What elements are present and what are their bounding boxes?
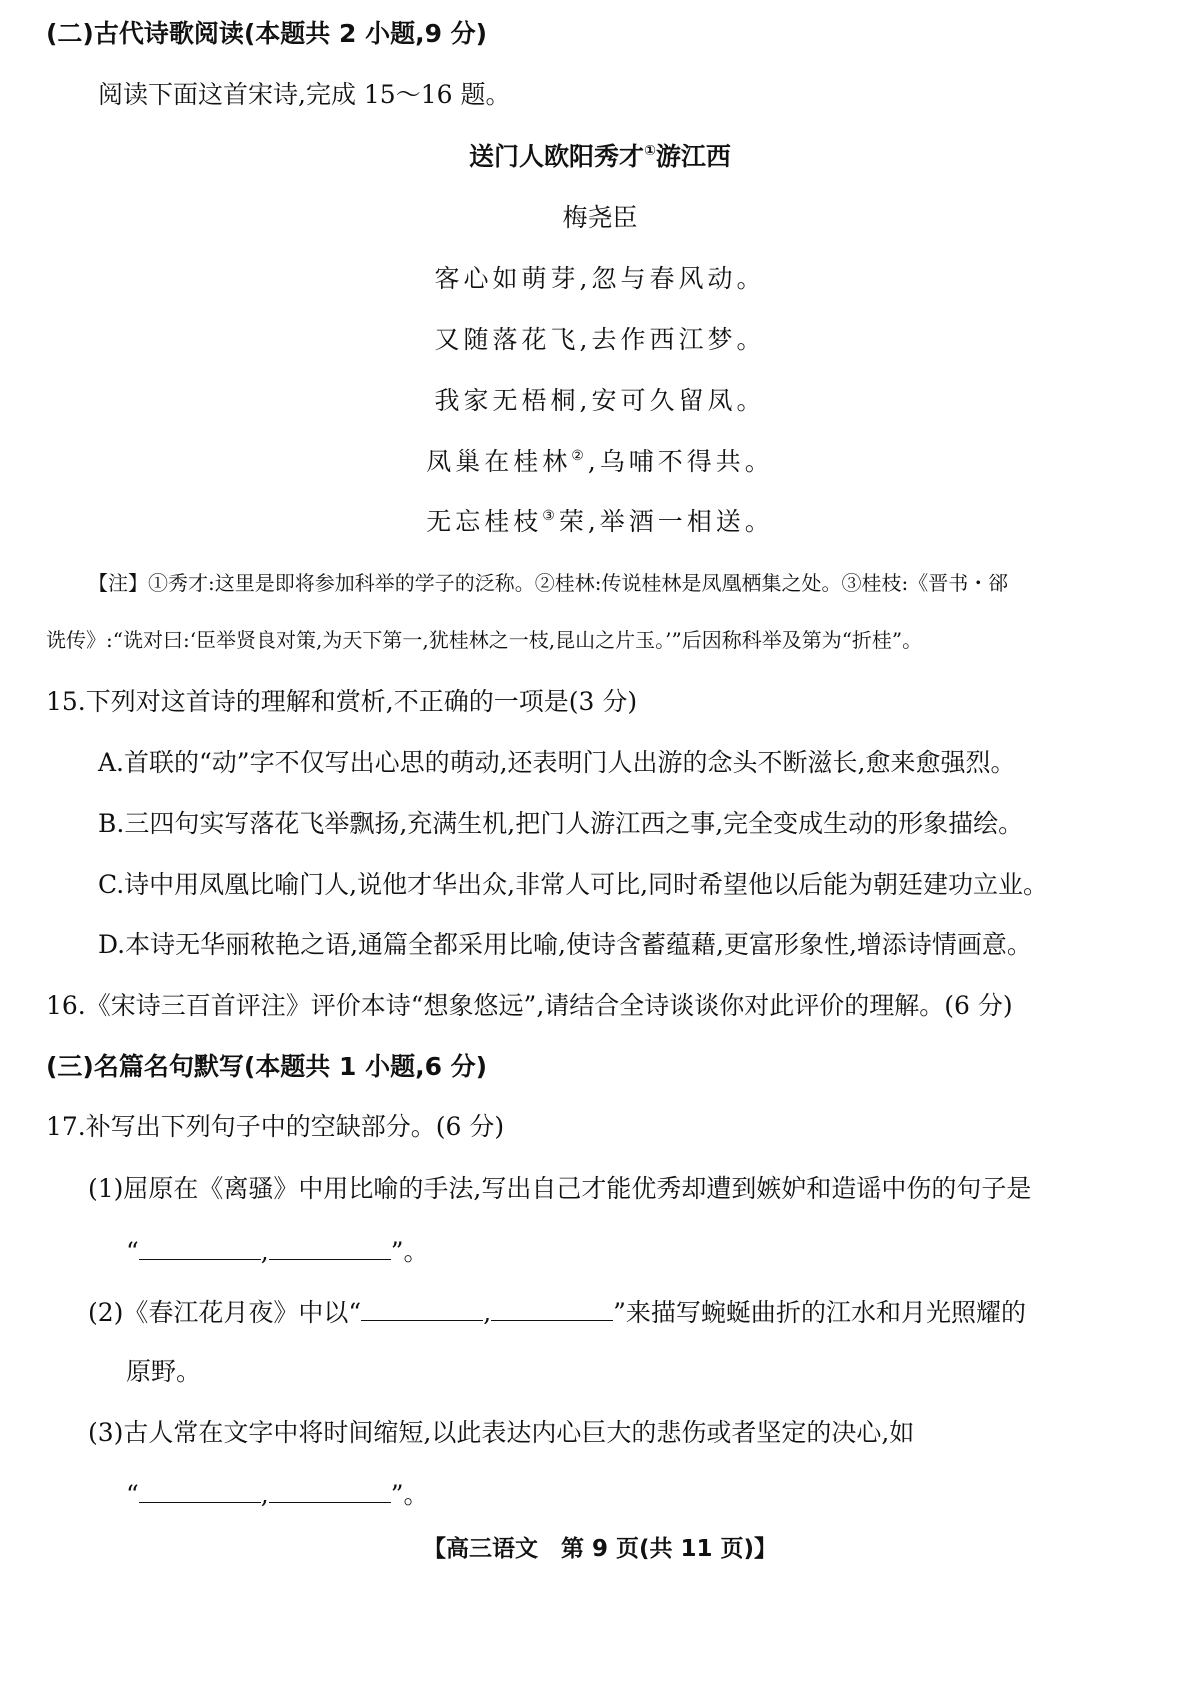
footnote-marker-1: ① bbox=[644, 143, 656, 159]
poem-title-tail: 游江西 bbox=[655, 142, 731, 171]
poem-line-5-a: 无忘桂枝 bbox=[426, 507, 543, 536]
question-15-option-b: B.三四句实写落花飞举飘扬,充满生机,把门人游江西之事,完全变成生动的形象描绘。 bbox=[98, 809, 1024, 838]
poem-line-4-b: ,乌哺不得共。 bbox=[587, 447, 774, 476]
question-15-option-a: A.首联的“动”字不仅写出心思的萌动,还表明门人出游的念头不断滋长,愈来愈强烈。 bbox=[98, 748, 1016, 777]
poem-line-5-b: 荣,举酒一相送。 bbox=[558, 507, 774, 536]
footnote-marker-2: ② bbox=[571, 448, 588, 464]
instruction-text: 阅读下面这首宋诗,完成 15～16 题。 bbox=[98, 80, 511, 109]
footnote-marker-3: ③ bbox=[542, 508, 559, 524]
open-quote: “ bbox=[126, 1237, 139, 1266]
question-17-part-1-blanks bbox=[126, 1237, 429, 1264]
part-2-tail: ”来描写蜿蜒曲折的江水和月光照耀的 bbox=[613, 1298, 1026, 1327]
answer-blank-6[interactable] bbox=[269, 1480, 391, 1503]
comma: , bbox=[260, 1480, 269, 1509]
comma: , bbox=[483, 1298, 492, 1327]
comma: , bbox=[260, 1237, 269, 1266]
answer-blank-5[interactable] bbox=[139, 1480, 261, 1503]
question-17-part-3-blanks bbox=[126, 1480, 429, 1507]
answer-blank-4[interactable] bbox=[491, 1298, 613, 1321]
poem-author: 梅尧臣 bbox=[562, 203, 638, 232]
question-15-option-c: C.诗中用凤凰比喻门人,说他才华出众,非常人可比,同时希望他以后能为朝廷建功立业。 bbox=[98, 870, 1049, 899]
poem-line-4-a: 凤巢在桂林 bbox=[426, 447, 572, 476]
poem-title bbox=[0, 144, 1200, 169]
question-15-option-d: D.本诗无华丽秾艳之语,通篇全都采用比喻,使诗含蓄蕴藉,更富形象性,增添诗情画意。 bbox=[98, 930, 1032, 959]
answer-blank-2[interactable] bbox=[269, 1237, 391, 1260]
answer-blank-1[interactable] bbox=[139, 1237, 261, 1260]
close-quote: ”。 bbox=[390, 1480, 429, 1509]
poem-line-3: 我家无梧桐,安可久留凤。 bbox=[434, 386, 766, 415]
poem-line-1: 客心如萌芽,忽与春风动。 bbox=[434, 264, 766, 293]
part-2-lead: (2)《春江花月夜》中以“ bbox=[88, 1298, 362, 1327]
answer-blank-3[interactable] bbox=[361, 1298, 483, 1321]
notes-line-2: 诜传》:“诜对曰:‘臣举贤良对策,为天下第一,犹桂林之一枝,昆山之片玉。’”后因称科举及第为“折桂”。 bbox=[46, 628, 923, 652]
section-heading-recitation: (三)名篇名句默写(本题共 1 小题,6 分) bbox=[46, 1052, 488, 1081]
question-17-part-2-line-2: 原野。 bbox=[126, 1357, 202, 1386]
question-17-stem: 17.补写出下列句子中的空缺部分。(6 分) bbox=[46, 1112, 505, 1141]
question-17-part-3: (3)古人常在文字中将时间缩短,以此表达内心巨大的悲伤或者坚定的决心,如 bbox=[88, 1418, 915, 1447]
question-17-part-1: (1)屈原在《离骚》中用比喻的手法,写出自己才能优秀却遭到嫉妒和造谣中伤的句子是 bbox=[88, 1174, 1032, 1203]
notes-line-1: 【注】①秀才:这里是即将参加科举的学子的泛称。②桂林:传说桂林是凤凰栖集之处。③桂枝:《晋书・郤 bbox=[88, 571, 1009, 595]
poem-line-2: 又随落花飞,去作西江梦。 bbox=[434, 325, 766, 354]
poem-title-main: 送门人欧阳秀才 bbox=[469, 142, 645, 171]
open-quote: “ bbox=[126, 1480, 139, 1509]
question-17-part-2 bbox=[88, 1298, 1026, 1325]
question-16: 16.《宋诗三百首评注》评价本诗“想象悠远”,请结合全诗谈谈你对此评价的理解。(6 分) bbox=[46, 991, 1013, 1020]
page-footer: 【高三语文 第 9 页(共 11 页)】 bbox=[422, 1536, 778, 1562]
poem-line-5 bbox=[0, 509, 1200, 534]
poem-line-4 bbox=[0, 449, 1200, 474]
question-15-stem: 15.下列对这首诗的理解和赏析,不正确的一项是(3 分) bbox=[46, 687, 638, 716]
close-quote: ”。 bbox=[390, 1237, 429, 1266]
section-heading-poetry: (二)古代诗歌阅读(本题共 2 小题,9 分) bbox=[46, 19, 488, 48]
